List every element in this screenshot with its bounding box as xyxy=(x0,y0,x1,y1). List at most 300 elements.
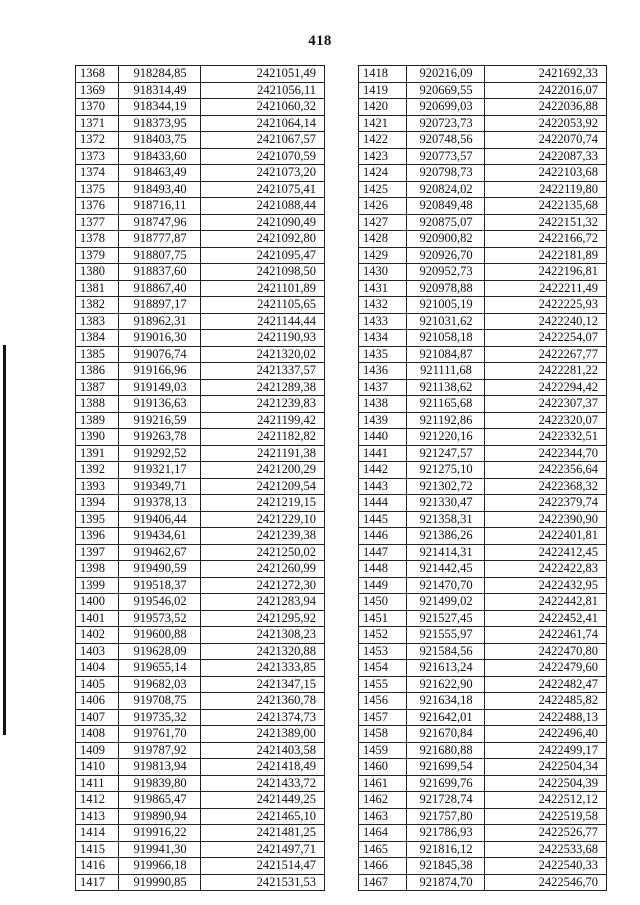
table-row xyxy=(359,429,607,446)
table-row xyxy=(76,858,325,875)
table-row xyxy=(76,709,325,726)
point-number-cell: 1429 xyxy=(359,247,407,264)
y-coordinate-cell: 2421308,23 xyxy=(201,627,325,644)
y-coordinate-cell: 2422519,58 xyxy=(485,808,607,825)
x-coordinate-cell: 921330,47 xyxy=(407,495,485,512)
table-row xyxy=(76,181,325,198)
point-number-cell: 1467 xyxy=(359,874,407,891)
y-coordinate-cell: 2422479,60 xyxy=(485,660,607,677)
x-coordinate-cell: 919990,85 xyxy=(119,874,201,891)
coordinates-table-right xyxy=(358,65,607,891)
x-coordinate-cell: 920699,03 xyxy=(407,99,485,116)
x-coordinate-cell: 920798,73 xyxy=(407,165,485,182)
point-number-cell: 1449 xyxy=(359,577,407,594)
table-row xyxy=(359,495,607,512)
point-number-cell: 1399 xyxy=(76,577,119,594)
y-coordinate-cell: 2421272,30 xyxy=(201,577,325,594)
point-number-cell: 1417 xyxy=(76,874,119,891)
point-number-cell: 1416 xyxy=(76,858,119,875)
x-coordinate-cell: 919865,47 xyxy=(119,792,201,809)
y-coordinate-cell: 2422135,68 xyxy=(485,198,607,215)
table-row xyxy=(359,330,607,347)
table-row xyxy=(76,676,325,693)
point-number-cell: 1391 xyxy=(76,445,119,462)
x-coordinate-cell: 919600,88 xyxy=(119,627,201,644)
table-row xyxy=(359,445,607,462)
y-coordinate-cell: 2421374,73 xyxy=(201,709,325,726)
point-number-cell: 1369 xyxy=(76,82,119,99)
x-coordinate-cell: 919787,92 xyxy=(119,742,201,759)
point-number-cell: 1387 xyxy=(76,379,119,396)
y-coordinate-cell: 2422070,74 xyxy=(485,132,607,149)
point-number-cell: 1427 xyxy=(359,214,407,231)
point-number-cell: 1394 xyxy=(76,495,119,512)
x-coordinate-cell: 921786,93 xyxy=(407,825,485,842)
point-number-cell: 1414 xyxy=(76,825,119,842)
point-number-cell: 1435 xyxy=(359,346,407,363)
table-row xyxy=(359,577,607,594)
point-number-cell: 1421 xyxy=(359,115,407,132)
table-row xyxy=(359,297,607,314)
x-coordinate-cell: 919406,44 xyxy=(119,511,201,528)
point-number-cell: 1383 xyxy=(76,313,119,330)
point-number-cell: 1406 xyxy=(76,693,119,710)
y-coordinate-cell: 2421088,44 xyxy=(201,198,325,215)
point-number-cell: 1390 xyxy=(76,429,119,446)
margin-rule xyxy=(3,345,6,735)
point-number-cell: 1376 xyxy=(76,198,119,215)
x-coordinate-cell: 921275,10 xyxy=(407,462,485,479)
point-number-cell: 1462 xyxy=(359,792,407,809)
table-row xyxy=(359,132,607,149)
y-coordinate-cell: 2421283,94 xyxy=(201,594,325,611)
table-row xyxy=(359,247,607,264)
table-row xyxy=(359,676,607,693)
table-row xyxy=(76,445,325,462)
x-coordinate-cell: 921670,84 xyxy=(407,726,485,743)
point-number-cell: 1372 xyxy=(76,132,119,149)
point-number-cell: 1412 xyxy=(76,792,119,809)
table-row xyxy=(359,181,607,198)
y-coordinate-cell: 2422533,68 xyxy=(485,841,607,858)
point-number-cell: 1377 xyxy=(76,214,119,231)
table-row xyxy=(76,693,325,710)
point-number-cell: 1438 xyxy=(359,396,407,413)
y-coordinate-cell: 2421403,58 xyxy=(201,742,325,759)
table-row xyxy=(359,561,607,578)
x-coordinate-cell: 920875,07 xyxy=(407,214,485,231)
point-number-cell: 1424 xyxy=(359,165,407,182)
y-coordinate-cell: 2422053,92 xyxy=(485,115,607,132)
table-row xyxy=(76,660,325,677)
y-coordinate-cell: 2422452,41 xyxy=(485,610,607,627)
x-coordinate-cell: 918716,11 xyxy=(119,198,201,215)
x-coordinate-cell: 921442,45 xyxy=(407,561,485,578)
y-coordinate-cell: 2422119,80 xyxy=(485,181,607,198)
point-number-cell: 1450 xyxy=(359,594,407,611)
y-coordinate-cell: 2421333,85 xyxy=(201,660,325,677)
x-coordinate-cell: 921555,97 xyxy=(407,627,485,644)
x-coordinate-cell: 920824,02 xyxy=(407,181,485,198)
y-coordinate-cell: 2421219,15 xyxy=(201,495,325,512)
x-coordinate-cell: 921138,62 xyxy=(407,379,485,396)
y-coordinate-cell: 2422432,95 xyxy=(485,577,607,594)
table-row xyxy=(76,643,325,660)
point-number-cell: 1384 xyxy=(76,330,119,347)
y-coordinate-cell: 2421209,54 xyxy=(201,478,325,495)
x-coordinate-cell: 919518,37 xyxy=(119,577,201,594)
point-number-cell: 1375 xyxy=(76,181,119,198)
point-number-cell: 1455 xyxy=(359,676,407,693)
point-number-cell: 1459 xyxy=(359,742,407,759)
page-number: 418 xyxy=(308,33,332,49)
point-number-cell: 1380 xyxy=(76,264,119,281)
y-coordinate-cell: 2422504,39 xyxy=(485,775,607,792)
table-row xyxy=(76,792,325,809)
point-number-cell: 1381 xyxy=(76,280,119,297)
y-coordinate-cell: 2421481,25 xyxy=(201,825,325,842)
y-coordinate-cell: 2422485,82 xyxy=(485,693,607,710)
table-row xyxy=(76,346,325,363)
point-number-cell: 1430 xyxy=(359,264,407,281)
x-coordinate-cell: 919349,71 xyxy=(119,478,201,495)
y-coordinate-cell: 2421067,57 xyxy=(201,132,325,149)
point-number-cell: 1443 xyxy=(359,478,407,495)
x-coordinate-cell: 919136,63 xyxy=(119,396,201,413)
point-number-cell: 1403 xyxy=(76,643,119,660)
y-coordinate-cell: 2421056,11 xyxy=(201,82,325,99)
table-row xyxy=(76,825,325,842)
y-coordinate-cell: 2422470,80 xyxy=(485,643,607,660)
y-coordinate-cell: 2421531,53 xyxy=(201,874,325,891)
x-coordinate-cell: 921642,01 xyxy=(407,709,485,726)
point-number-cell: 1451 xyxy=(359,610,407,627)
table-row xyxy=(359,643,607,660)
x-coordinate-cell: 920773,57 xyxy=(407,148,485,165)
x-coordinate-cell: 919966,18 xyxy=(119,858,201,875)
y-coordinate-cell: 2421320,88 xyxy=(201,643,325,660)
table-row xyxy=(76,429,325,446)
table-row xyxy=(76,462,325,479)
point-number-cell: 1393 xyxy=(76,478,119,495)
y-coordinate-cell: 2422240,12 xyxy=(485,313,607,330)
y-coordinate-cell: 2422036,88 xyxy=(485,99,607,116)
x-coordinate-cell: 919573,52 xyxy=(119,610,201,627)
table-row xyxy=(359,528,607,545)
point-number-cell: 1374 xyxy=(76,165,119,182)
x-coordinate-cell: 921527,45 xyxy=(407,610,485,627)
y-coordinate-cell: 2422504,34 xyxy=(485,759,607,776)
y-coordinate-cell: 2422103,68 xyxy=(485,165,607,182)
y-coordinate-cell: 2421497,71 xyxy=(201,841,325,858)
point-number-cell: 1378 xyxy=(76,231,119,248)
y-coordinate-cell: 2421229,10 xyxy=(201,511,325,528)
point-number-cell: 1423 xyxy=(359,148,407,165)
x-coordinate-cell: 921816,12 xyxy=(407,841,485,858)
y-coordinate-cell: 2421191,38 xyxy=(201,445,325,462)
y-coordinate-cell: 2421064,14 xyxy=(201,115,325,132)
x-coordinate-cell: 919263,78 xyxy=(119,429,201,446)
table-row xyxy=(359,379,607,396)
table-row xyxy=(76,99,325,116)
table-row xyxy=(359,115,607,132)
x-coordinate-cell: 919076,74 xyxy=(119,346,201,363)
x-coordinate-cell: 919378,13 xyxy=(119,495,201,512)
point-number-cell: 1379 xyxy=(76,247,119,264)
x-coordinate-cell: 918962,31 xyxy=(119,313,201,330)
x-coordinate-cell: 921220,16 xyxy=(407,429,485,446)
table-row xyxy=(359,709,607,726)
y-coordinate-cell: 2421337,57 xyxy=(201,363,325,380)
y-coordinate-cell: 2421182,82 xyxy=(201,429,325,446)
y-coordinate-cell: 2422087,33 xyxy=(485,148,607,165)
x-coordinate-cell: 919292,52 xyxy=(119,445,201,462)
point-number-cell: 1441 xyxy=(359,445,407,462)
point-number-cell: 1425 xyxy=(359,181,407,198)
x-coordinate-cell: 918314,49 xyxy=(119,82,201,99)
x-coordinate-cell: 921386,26 xyxy=(407,528,485,545)
y-coordinate-cell: 2421239,38 xyxy=(201,528,325,545)
table-row xyxy=(76,610,325,627)
y-coordinate-cell: 2421098,50 xyxy=(201,264,325,281)
table-row xyxy=(76,214,325,231)
y-coordinate-cell: 2421692,33 xyxy=(485,66,607,83)
point-number-cell: 1439 xyxy=(359,412,407,429)
point-number-cell: 1411 xyxy=(76,775,119,792)
table-row xyxy=(359,594,607,611)
point-number-cell: 1440 xyxy=(359,429,407,446)
y-coordinate-cell: 2421070,59 xyxy=(201,148,325,165)
table-row xyxy=(76,544,325,561)
y-coordinate-cell: 2422281,22 xyxy=(485,363,607,380)
point-number-cell: 1466 xyxy=(359,858,407,875)
table-row xyxy=(359,792,607,809)
table-row xyxy=(76,379,325,396)
point-number-cell: 1388 xyxy=(76,396,119,413)
x-coordinate-cell: 921358,31 xyxy=(407,511,485,528)
table-row xyxy=(76,412,325,429)
table-row xyxy=(76,808,325,825)
x-coordinate-cell: 921005,19 xyxy=(407,297,485,314)
table-row xyxy=(359,363,607,380)
table-row xyxy=(359,726,607,743)
point-number-cell: 1422 xyxy=(359,132,407,149)
point-number-cell: 1458 xyxy=(359,726,407,743)
x-coordinate-cell: 921584,56 xyxy=(407,643,485,660)
table-row xyxy=(76,280,325,297)
y-coordinate-cell: 2421101,89 xyxy=(201,280,325,297)
x-coordinate-cell: 921613,24 xyxy=(407,660,485,677)
point-number-cell: 1368 xyxy=(76,66,119,83)
table-row xyxy=(76,148,325,165)
y-coordinate-cell: 2422211,49 xyxy=(485,280,607,297)
x-coordinate-cell: 921192,86 xyxy=(407,412,485,429)
point-number-cell: 1395 xyxy=(76,511,119,528)
point-number-cell: 1385 xyxy=(76,346,119,363)
y-coordinate-cell: 2422401,81 xyxy=(485,528,607,545)
y-coordinate-cell: 2422390,90 xyxy=(485,511,607,528)
y-coordinate-cell: 2421289,38 xyxy=(201,379,325,396)
table-row xyxy=(359,264,607,281)
x-coordinate-cell: 919546,02 xyxy=(119,594,201,611)
x-coordinate-cell: 919434,61 xyxy=(119,528,201,545)
x-coordinate-cell: 921728,74 xyxy=(407,792,485,809)
table-row xyxy=(76,165,325,182)
x-coordinate-cell: 919735,32 xyxy=(119,709,201,726)
x-coordinate-cell: 918433,60 xyxy=(119,148,201,165)
table-row xyxy=(76,264,325,281)
x-coordinate-cell: 921499,02 xyxy=(407,594,485,611)
y-coordinate-cell: 2422307,37 xyxy=(485,396,607,413)
point-number-cell: 1401 xyxy=(76,610,119,627)
point-number-cell: 1392 xyxy=(76,462,119,479)
table-row xyxy=(76,478,325,495)
y-coordinate-cell: 2422379,74 xyxy=(485,495,607,512)
table-row xyxy=(76,742,325,759)
y-coordinate-cell: 2421190,93 xyxy=(201,330,325,347)
point-number-cell: 1396 xyxy=(76,528,119,545)
y-coordinate-cell: 2422499,17 xyxy=(485,742,607,759)
point-number-cell: 1453 xyxy=(359,643,407,660)
point-number-cell: 1426 xyxy=(359,198,407,215)
x-coordinate-cell: 918344,19 xyxy=(119,99,201,116)
y-coordinate-cell: 2421449,25 xyxy=(201,792,325,809)
x-coordinate-cell: 919839,80 xyxy=(119,775,201,792)
table-row xyxy=(76,82,325,99)
x-coordinate-cell: 919682,03 xyxy=(119,676,201,693)
y-coordinate-cell: 2421199,42 xyxy=(201,412,325,429)
y-coordinate-cell: 2421433,72 xyxy=(201,775,325,792)
y-coordinate-cell: 2421514,47 xyxy=(201,858,325,875)
y-coordinate-cell: 2422166,72 xyxy=(485,231,607,248)
y-coordinate-cell: 2421051,49 xyxy=(201,66,325,83)
point-number-cell: 1447 xyxy=(359,544,407,561)
table-row xyxy=(76,841,325,858)
x-coordinate-cell: 918747,96 xyxy=(119,214,201,231)
point-number-cell: 1413 xyxy=(76,808,119,825)
x-coordinate-cell: 918463,49 xyxy=(119,165,201,182)
table-row xyxy=(359,198,607,215)
y-coordinate-cell: 2422412,45 xyxy=(485,544,607,561)
table-row xyxy=(359,841,607,858)
y-coordinate-cell: 2422332,51 xyxy=(485,429,607,446)
point-number-cell: 1373 xyxy=(76,148,119,165)
table-row xyxy=(76,528,325,545)
y-coordinate-cell: 2422294,42 xyxy=(485,379,607,396)
x-coordinate-cell: 920669,55 xyxy=(407,82,485,99)
point-number-cell: 1446 xyxy=(359,528,407,545)
table-row xyxy=(359,825,607,842)
table-row xyxy=(359,511,607,528)
point-number-cell: 1442 xyxy=(359,462,407,479)
y-coordinate-cell: 2421260,99 xyxy=(201,561,325,578)
y-coordinate-cell: 2421105,65 xyxy=(201,297,325,314)
y-coordinate-cell: 2421060,32 xyxy=(201,99,325,116)
x-coordinate-cell: 920723,73 xyxy=(407,115,485,132)
table-row xyxy=(359,231,607,248)
x-coordinate-cell: 920849,48 xyxy=(407,198,485,215)
y-coordinate-cell: 2422320,07 xyxy=(485,412,607,429)
x-coordinate-cell: 921111,68 xyxy=(407,363,485,380)
point-number-cell: 1420 xyxy=(359,99,407,116)
x-coordinate-cell: 920900,82 xyxy=(407,231,485,248)
table-row xyxy=(76,231,325,248)
point-number-cell: 1432 xyxy=(359,297,407,314)
y-coordinate-cell: 2422442,81 xyxy=(485,594,607,611)
x-coordinate-cell: 920748,56 xyxy=(407,132,485,149)
x-coordinate-cell: 919890,94 xyxy=(119,808,201,825)
table-row xyxy=(359,280,607,297)
y-coordinate-cell: 2422461,74 xyxy=(485,627,607,644)
point-number-cell: 1418 xyxy=(359,66,407,83)
y-coordinate-cell: 2421200,29 xyxy=(201,462,325,479)
x-coordinate-cell: 918284,85 xyxy=(119,66,201,83)
table-row xyxy=(76,594,325,611)
point-number-cell: 1463 xyxy=(359,808,407,825)
x-coordinate-cell: 918493,40 xyxy=(119,181,201,198)
x-coordinate-cell: 919149,03 xyxy=(119,379,201,396)
table-row xyxy=(76,726,325,743)
x-coordinate-cell: 921247,57 xyxy=(407,445,485,462)
point-number-cell: 1405 xyxy=(76,676,119,693)
point-number-cell: 1445 xyxy=(359,511,407,528)
x-coordinate-cell: 919941,30 xyxy=(119,841,201,858)
table-row xyxy=(359,346,607,363)
point-number-cell: 1444 xyxy=(359,495,407,512)
table-row xyxy=(359,627,607,644)
x-coordinate-cell: 918403,75 xyxy=(119,132,201,149)
table-row xyxy=(359,544,607,561)
y-coordinate-cell: 2422016,07 xyxy=(485,82,607,99)
table-row xyxy=(359,742,607,759)
point-number-cell: 1370 xyxy=(76,99,119,116)
x-coordinate-cell: 918777,87 xyxy=(119,231,201,248)
point-number-cell: 1409 xyxy=(76,742,119,759)
x-coordinate-cell: 919321,17 xyxy=(119,462,201,479)
y-coordinate-cell: 2422267,77 xyxy=(485,346,607,363)
point-number-cell: 1415 xyxy=(76,841,119,858)
table-row xyxy=(76,247,325,264)
x-coordinate-cell: 921470,70 xyxy=(407,577,485,594)
x-coordinate-cell: 921874,70 xyxy=(407,874,485,891)
x-coordinate-cell: 919813,94 xyxy=(119,759,201,776)
table-row xyxy=(359,165,607,182)
table-row xyxy=(76,495,325,512)
coordinates-table-left xyxy=(75,65,325,891)
x-coordinate-cell: 919628,09 xyxy=(119,643,201,660)
y-coordinate-cell: 2422422,83 xyxy=(485,561,607,578)
x-coordinate-cell: 921058,18 xyxy=(407,330,485,347)
point-number-cell: 1382 xyxy=(76,297,119,314)
y-coordinate-cell: 2421418,49 xyxy=(201,759,325,776)
x-coordinate-cell: 921845,38 xyxy=(407,858,485,875)
x-coordinate-cell: 921165,68 xyxy=(407,396,485,413)
table-row xyxy=(76,66,325,83)
y-coordinate-cell: 2422488,13 xyxy=(485,709,607,726)
y-coordinate-cell: 2422540,33 xyxy=(485,858,607,875)
table-row xyxy=(359,66,607,83)
y-coordinate-cell: 2422482,47 xyxy=(485,676,607,693)
x-coordinate-cell: 921699,76 xyxy=(407,775,485,792)
x-coordinate-cell: 918897,17 xyxy=(119,297,201,314)
table-row xyxy=(359,874,607,891)
y-coordinate-cell: 2422368,32 xyxy=(485,478,607,495)
x-coordinate-cell: 921680,88 xyxy=(407,742,485,759)
table-row xyxy=(359,660,607,677)
point-number-cell: 1398 xyxy=(76,561,119,578)
point-number-cell: 1408 xyxy=(76,726,119,743)
table-row xyxy=(359,148,607,165)
